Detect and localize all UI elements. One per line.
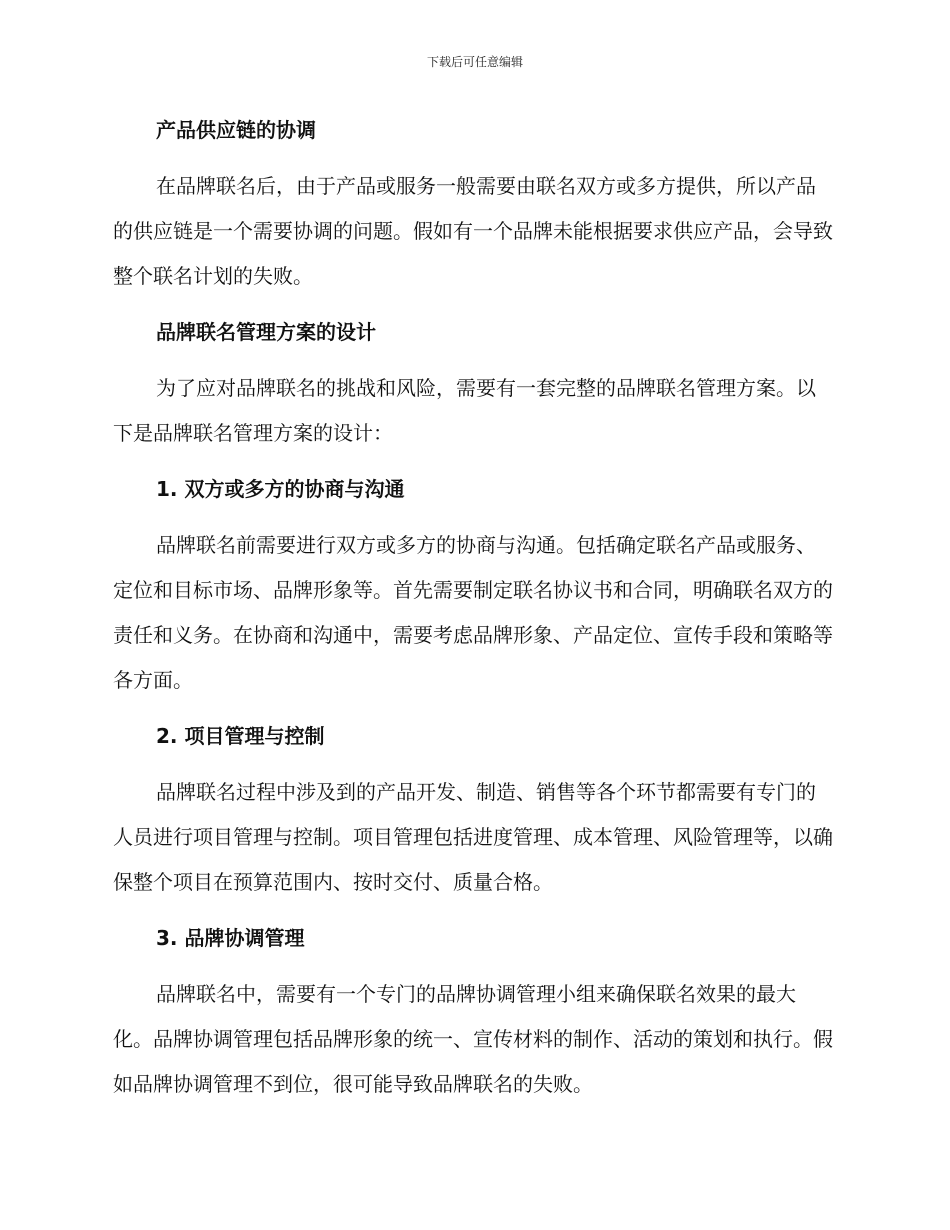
section-paragraph: 为了应对品牌联名的挑战和风险，需要有一套完整的品牌联名管理方案。以下是品牌联名管理方案的设计：	[113, 376, 816, 445]
section-heading: 产品供应链的协调	[156, 118, 316, 142]
section-heading: 1. 双方或多方的协商与沟通	[156, 477, 405, 501]
section-paragraph: 品牌联名前需要进行双方或多方的协商与沟通。包括确定联名产品或服务、定位和目标市场、品牌形象等。首先需要制定联名协议书和合同，明确联名双方的责任和义务。在协商和沟通中，需要考虑品牌形象、产品定位、宣传手段和策略等各方面。	[113, 533, 833, 692]
section-heading: 3. 品牌协调管理	[156, 926, 305, 950]
section-paragraph: 品牌联名过程中涉及到的产品开发、制造、销售等各个环节都需要有专门的人员进行项目管理与控制。项目管理包括进度管理、成本管理、风险管理等，以确保整个项目在预算范围内、按时交付、质量合格。	[113, 780, 833, 894]
section-heading: 品牌联名管理方案的设计	[156, 320, 376, 344]
section-paragraph: 品牌联名中，需要有一个专门的品牌协调管理小组来确保联名效果的最大化。品牌协调管理包括品牌形象的统一、宣传材料的制作、活动的策划和执行。假如品牌协调管理不到位，很可能导致品牌联名的失败。	[113, 982, 833, 1096]
section-paragraph: 在品牌联名后，由于产品或服务一般需要由联名双方或多方提供，所以产品的供应链是一个需要协调的问题。假如有一个品牌未能根据要求供应产品，会导致整个联名计划的失败。	[113, 174, 833, 288]
page-header-note: 下载后可任意编辑	[426, 55, 523, 69]
section-heading: 2. 项目管理与控制	[156, 724, 325, 748]
document-body	[113, 108, 833, 1118]
